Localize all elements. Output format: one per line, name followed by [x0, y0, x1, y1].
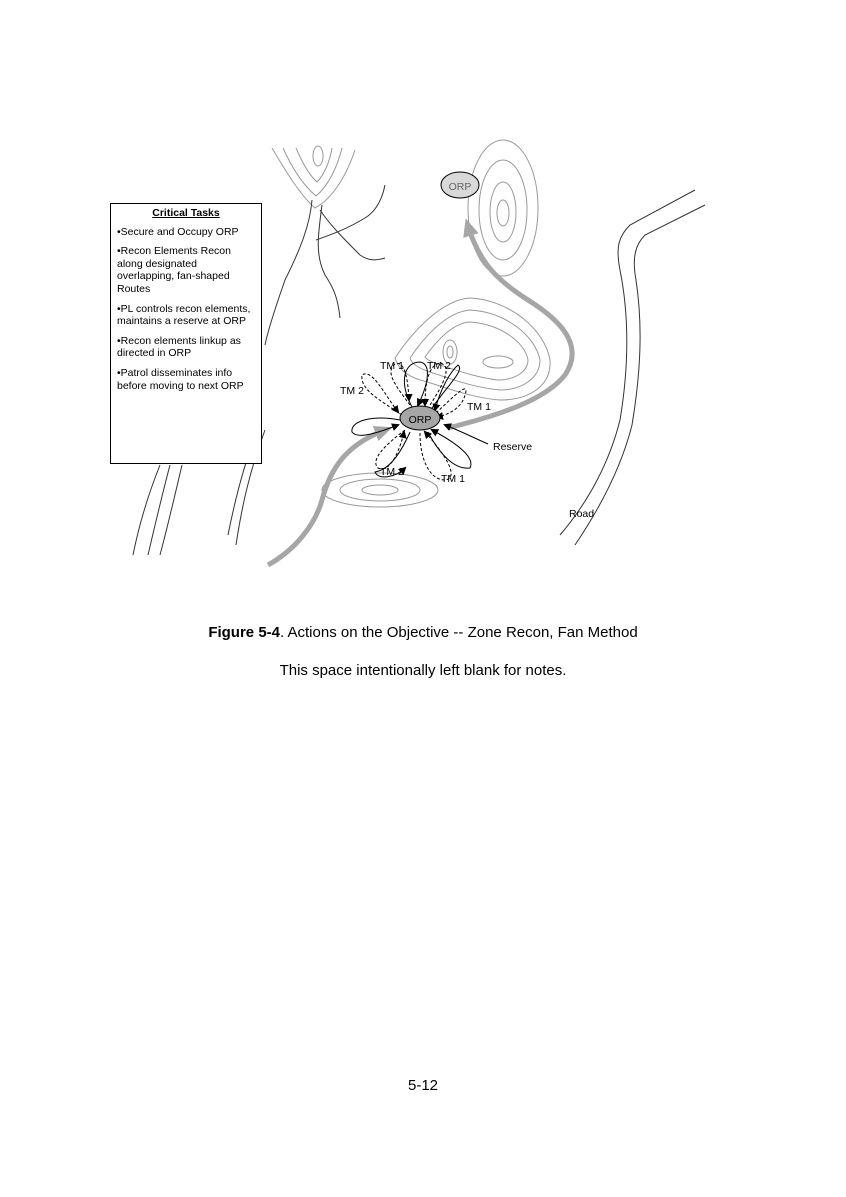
road-label: Road — [569, 508, 595, 520]
figure-caption — [0, 624, 846, 641]
critical-task-item: •Recon Elements Recon along designated overlapping, fan-shaped Routes — [117, 245, 231, 295]
critical-tasks-title: Critical Tasks — [152, 207, 220, 219]
figure-label: Figure 5-4 — [208, 624, 280, 641]
tm2-left-label: TM 2 — [340, 385, 364, 397]
critical-tasks-box — [110, 203, 262, 464]
road — [560, 190, 705, 545]
tm2-bottom-label: TM 2 — [380, 466, 404, 478]
notes-placeholder: This space intentionally left blank for notes. — [279, 662, 567, 679]
critical-task-item: •Patrol disseminates info before moving to next ORP — [117, 366, 244, 392]
terrain-hill-central — [395, 298, 550, 400]
critical-task-item: •Recon elements linkup as directed in ORP — [117, 334, 241, 360]
figure-caption-text: . Actions on the Objective -- Zone Recon, Fan Method — [280, 624, 638, 641]
orp-label: ORP — [408, 414, 432, 426]
critical-task-item: •Secure and Occupy ORP — [117, 225, 239, 238]
next-orp-label: ORP — [448, 181, 472, 193]
terrain-hill-south — [322, 473, 438, 507]
critical-task-item: •PL controls recon elements, maintains a reserve at ORP — [117, 302, 251, 328]
tm2-top-label: TM 2 — [427, 360, 451, 372]
terrain-contours-north — [272, 146, 355, 208]
page-number: 5-12 — [407, 1077, 439, 1094]
tm1-top-label: TM 1 — [380, 360, 404, 372]
reserve-label: Reserve — [493, 441, 533, 453]
tm1-bottom-label: TM 1 — [441, 473, 465, 485]
tm1-right-label: TM 1 — [467, 401, 491, 413]
